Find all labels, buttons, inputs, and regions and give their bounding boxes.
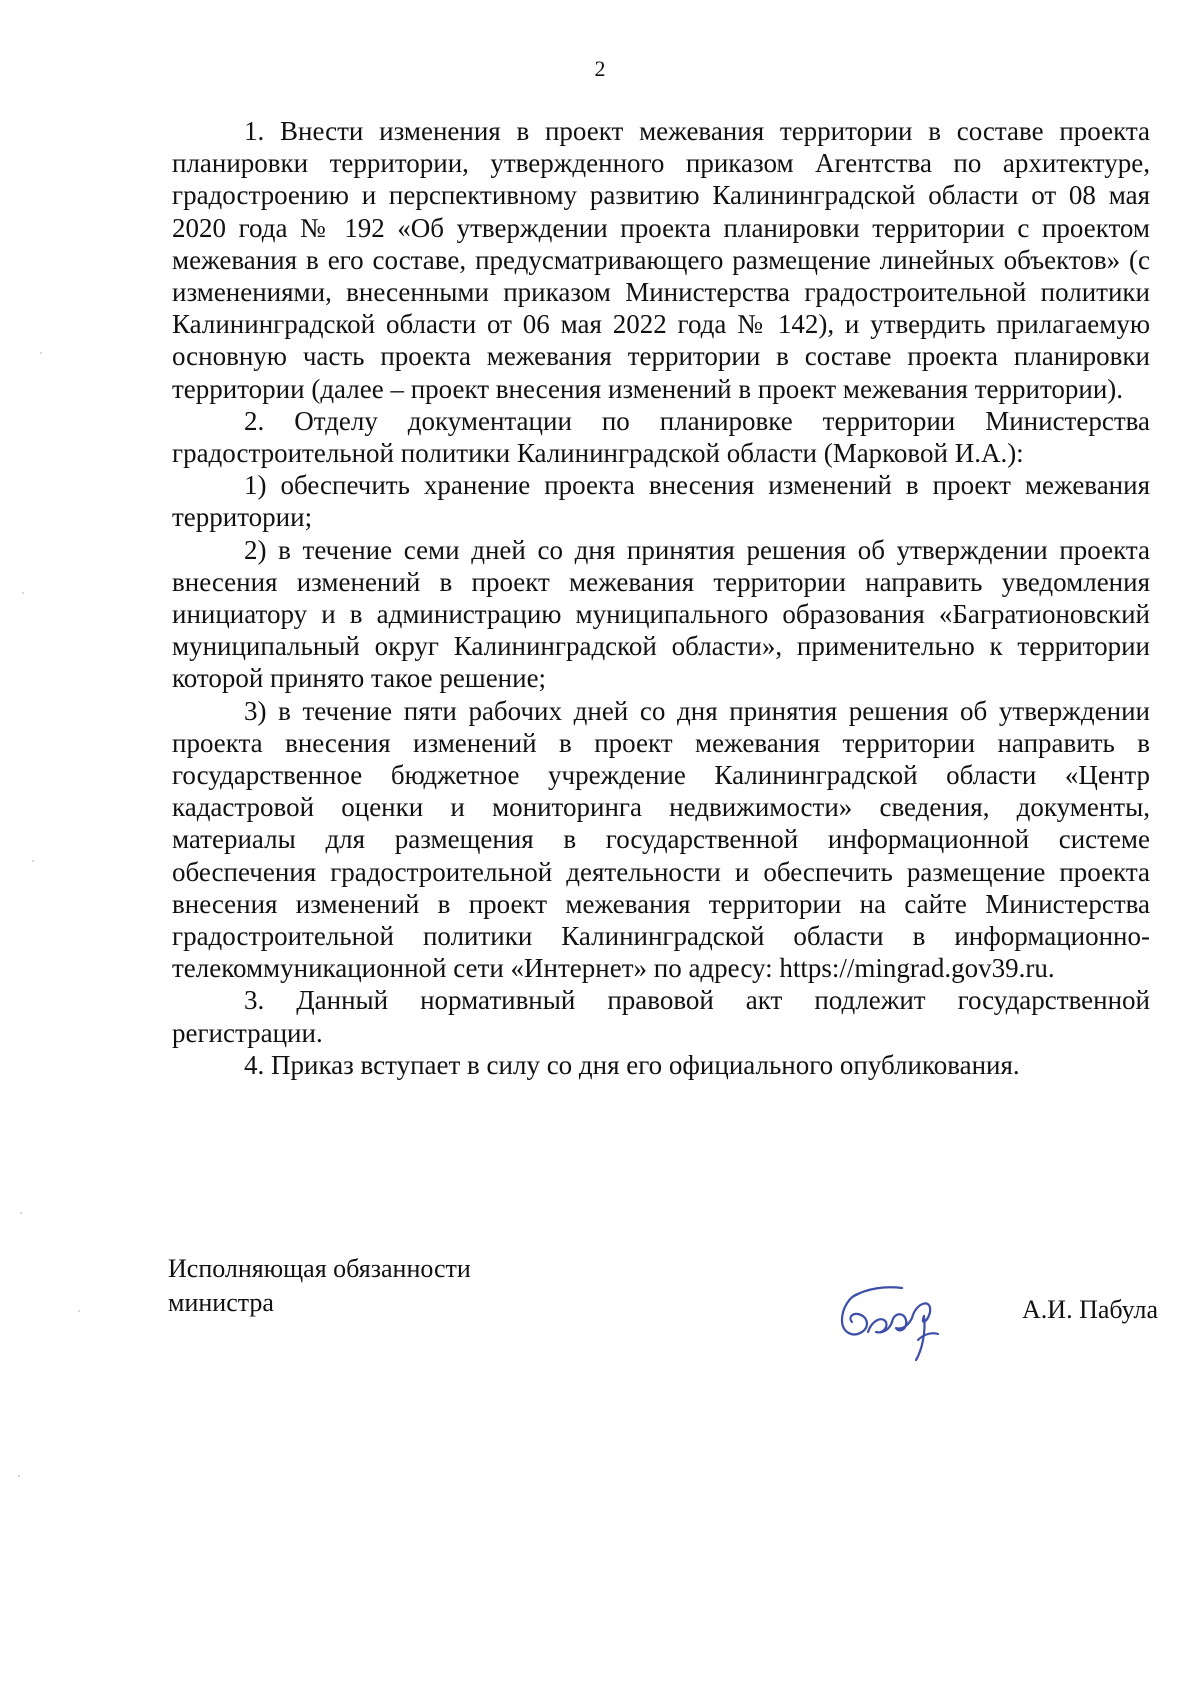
paragraph-item-4: 4. Приказ вступает в силу со дня его официального опубликования. [244, 1049, 1020, 1080]
scan-speck [22, 592, 24, 594]
scan-speck [18, 1475, 20, 1477]
signer-position [168, 1252, 588, 1320]
scan-speck [78, 1310, 80, 1312]
scan-speck [20, 1212, 22, 1214]
signer-position-line-2: министра [168, 1288, 274, 1317]
paragraph-subitem-2: 2) в течение семи дней со дня принятия решения об утверждении проекта внесения изменений в проект межевания территории направить уведомления инициатору и в администрацию муниципального образования «Багратионовский муниципальный округ Калининградской области», применительно к территории которой принято такое решение; [172, 534, 1150, 694]
signer-position-line-1: Исполняющая обязанности [168, 1254, 471, 1283]
paragraph-subitem-1: 1) обеспечить хранение проекта внесения изменений в проект межевания территории; [172, 470, 1150, 533]
handwritten-signature [828, 1272, 958, 1362]
page-number: 2 [594, 56, 606, 81]
signature-block [168, 1252, 1158, 1372]
paragraph-item-2: 2. Отделу документации по планировке территории Министерства градостроительной политики Калининградской области (Марковой И.А.): [172, 405, 1150, 469]
document-body [172, 115, 1150, 1081]
paragraph-item-3: 3. Данный нормативный правовой акт подлежит государственной регистрации. [172, 985, 1150, 1048]
scan-speck [40, 352, 42, 354]
paragraph-subitem-3: 3) в течение пяти рабочих дней со дня принятия решения об утверждении проекта внесения изменений в проект межевания территории направить в государственное бюджетное учреждение Калининградской области «Центр кадастровой оценки и мониторинга недвижимости» сведения, документы, материалы для размещения в государственной информационной системе обеспечения градостроительной деятельности и обеспечить размещение проекта внесения изменений в проект межевания территории на сайте Министерства градостроительной политики Калининградской области в информационно-телекоммуникационной сети «Интернет» по адресу: https://mingrad.gov39.ru. [172, 695, 1150, 984]
signer-name: А.И. Пабула [1022, 1295, 1158, 1324]
paragraph-item-1: 1. Внести изменения в проект межевания территории в составе проекта планировки территории, утвержденного приказом Агентства по архитектуре, градостроению и перспективному развитию Калининградской области от 08 мая 2020 года № 192 «Об утверждении проекта планировки территории с проектом межевания в его составе, предусматривающего размещение линейных объектов» (с изменениями, внесенными приказом Министерства градостроительной политики Калининградской области от 06 мая 2022 года № 142), и утвердить прилагаемую основную часть проекта межевания территории в составе проекта планировки территории (далее – проект внесения изменений в проект межевания территории). [172, 116, 1150, 404]
scan-speck [32, 860, 34, 862]
